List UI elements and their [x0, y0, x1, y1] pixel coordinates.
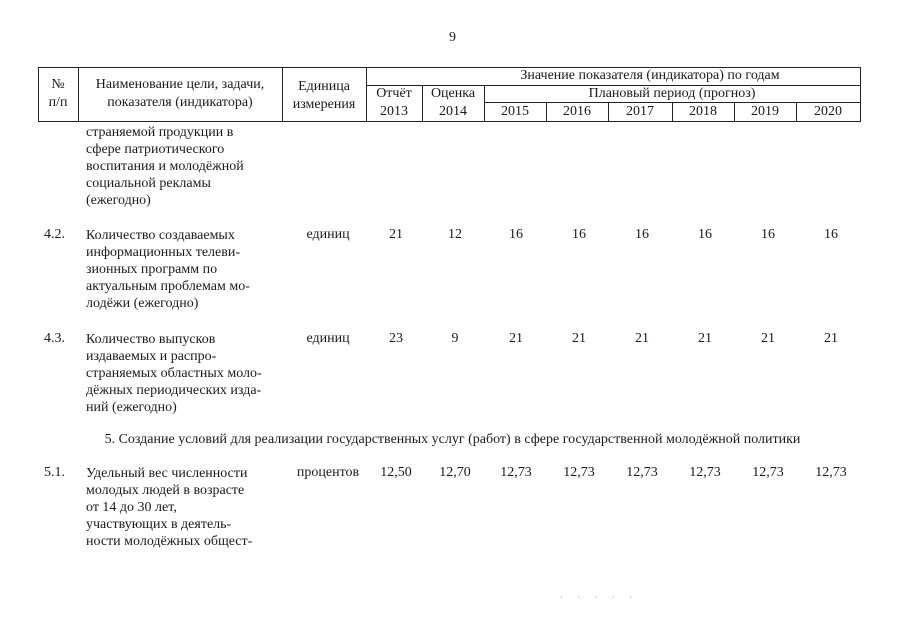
row-name-line: издаваемых и распро- — [86, 349, 217, 364]
row-name-line: ний (ежегодно) — [86, 400, 177, 415]
value-2017: 16 — [635, 227, 649, 242]
row-name-line: дёжных периодических изда- — [86, 383, 262, 398]
row-name-line: информационных телеви- — [86, 245, 240, 260]
value-2013: 23 — [389, 331, 403, 346]
value-2016: 16 — [572, 227, 586, 242]
row-name-line: страняемых областных моло- — [86, 366, 262, 381]
header-unit-line1: Единица — [298, 79, 350, 94]
row-unit: процентов — [296, 465, 360, 480]
value-2013: 21 — [389, 227, 403, 242]
row-name-line: сфере патриотического — [86, 142, 225, 157]
header-year-2018: 2018 — [689, 104, 717, 119]
row-name-line: социальной рекламы — [86, 176, 211, 191]
value-2020: 12,73 — [815, 465, 847, 480]
value-2020: 21 — [824, 331, 838, 346]
header-year-2016: 2016 — [563, 104, 591, 119]
row-name — [86, 227, 276, 312]
header-report-year: 2013 — [380, 104, 408, 119]
value-2017: 21 — [635, 331, 649, 346]
row-unit: единиц — [306, 227, 350, 242]
row-name — [86, 331, 276, 416]
value-2019: 12,73 — [752, 465, 784, 480]
value-2019: 21 — [761, 331, 775, 346]
row-name-line: страняемой продукции в — [86, 125, 234, 140]
header-num-line2: п/п — [48, 95, 68, 110]
value-2014: 9 — [451, 331, 459, 346]
header-num-line1: № — [51, 77, 65, 92]
row-name-line: Количество создаваемых — [86, 228, 235, 243]
section-title: 5. Создание условий для реализации государственных услуг (работ) в сфере государственной молодёжной политики — [104, 432, 801, 447]
value-2018: 21 — [698, 331, 712, 346]
value-2013: 12,50 — [380, 465, 412, 480]
header-plan-title: Плановый период (прогноз) — [588, 86, 756, 101]
row-name-line: воспитания и молодёжной — [86, 159, 244, 174]
row-name-line: ности молодёжных общест- — [86, 534, 253, 549]
row-name-line: молодых людей в возрасте — [86, 483, 245, 498]
value-2014: 12 — [448, 227, 462, 242]
header-estimate-year: 2014 — [439, 104, 467, 119]
value-2017: 12,73 — [626, 465, 658, 480]
header-year-2020: 2020 — [814, 104, 842, 119]
row-name-line: лодёжи (ежегодно) — [86, 296, 199, 311]
header-col-line — [860, 67, 861, 122]
header-report-label: Отчёт — [376, 86, 412, 101]
value-2014: 12,70 — [439, 465, 471, 480]
header-name-line1: Наименование цели, задачи, — [95, 77, 265, 92]
value-2015: 16 — [509, 227, 523, 242]
row-name — [86, 465, 276, 550]
scan-noise: · · · · · — [560, 592, 638, 602]
value-2018: 12,73 — [689, 465, 721, 480]
header-year-2019: 2019 — [751, 104, 779, 119]
row-name-line: участвующих в деятель- — [86, 517, 232, 532]
row-name — [86, 124, 276, 209]
header-name-line2: показателя (индикатора) — [107, 95, 253, 110]
header-unit-line2: измерения — [292, 97, 356, 112]
value-2018: 16 — [698, 227, 712, 242]
row-number: 5.1. — [44, 465, 65, 480]
row-name-line: (ежегодно) — [86, 193, 151, 208]
value-2015: 21 — [509, 331, 523, 346]
row-name-line: зионных программ по — [86, 262, 218, 277]
header-year-2017: 2017 — [626, 104, 654, 119]
header-bottom-border — [38, 121, 860, 122]
header-group-title: Значение показателя (индикатора) по годам — [520, 68, 780, 83]
row-name-line: Количество выпусков — [86, 332, 216, 347]
value-2015: 12,73 — [500, 465, 532, 480]
value-2016: 12,73 — [563, 465, 595, 480]
row-name-line: от 14 до 30 лет, — [86, 500, 177, 515]
row-number: 4.2. — [44, 227, 65, 242]
page-number: 9 — [449, 30, 456, 45]
row-name-line: актуальным проблемам мо- — [86, 279, 250, 294]
value-2020: 16 — [824, 227, 838, 242]
row-unit: единиц — [306, 331, 350, 346]
row-number: 4.3. — [44, 331, 65, 346]
header-estimate-label: Оценка — [430, 86, 476, 101]
row-name-line: Удельный вес численности — [86, 466, 248, 481]
header-year-2015: 2015 — [501, 104, 529, 119]
value-2019: 16 — [761, 227, 775, 242]
value-2016: 21 — [572, 331, 586, 346]
